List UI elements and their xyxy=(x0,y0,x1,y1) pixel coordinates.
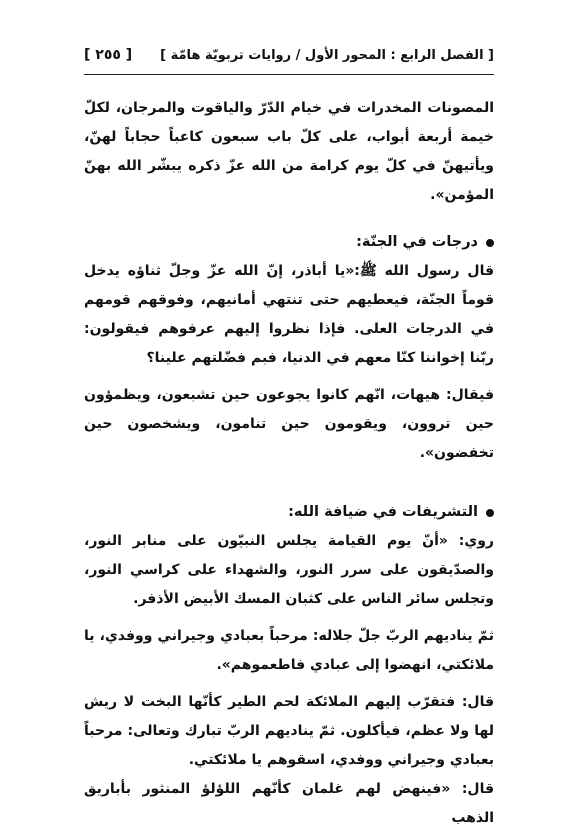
paragraph-7: قال: «فينهض لهم غلمان كأنّهم اللؤلؤ المنثور بأباريق الذهب xyxy=(84,781,494,826)
section-heading-1 xyxy=(84,228,494,257)
paragraph-4: روي: «أنّ يوم القيامة يجلس النبيّون على منابر النور، والصدّيقون على سرر النور، والشهداء على كراسي النور، وتجلس سائر الناس على كثبان المسك الأبيض الأذفر. xyxy=(84,533,494,607)
section-heading-2-text: التشريفات في ضيافة الله: xyxy=(288,504,478,520)
paragraph-2: قال رسول الله ﷺ:«يا أباذر، إنّ الله عزّ وجلّ ثناؤه يدخل قوماً الجنّة، فيعطيهم حتى تنتهي أمانيهم، وفوقهم قومهم في الدرجات العلى. فإذا نظروا إليهم عرفوهم فيقولون: ربّنا إخواننا كنّا معهم في الدنيا، فبم فضّلتهم علينا؟ xyxy=(84,263,494,366)
section-heading-2 xyxy=(84,498,494,527)
paragraph-5: ثمّ يناديهم الربّ جلّ جلاله: مرحباً بعبادي وجيراني ووفدي، يا ملائكتي، انهضوا إلى عبادي فاطعموهم». xyxy=(84,628,494,673)
bullet-icon xyxy=(486,509,494,517)
bullet-icon xyxy=(486,239,494,247)
running-header-title: [ الفصل الرابع : المحور الأول / روايات تربويّة هامّة ] xyxy=(160,47,494,63)
header-divider xyxy=(84,74,494,75)
page-body xyxy=(84,94,494,833)
paragraph-6: قال: فتقرّب إليهم الملائكة لحم الطير كأنّها البخت لا ريش لها ولا عظم، فيأكلون. ثمّ يناديهم الربّ تبارك وتعالى: مرحباً بعبادي وجيراني ووفدي، اسقوهم يا ملائكتي. xyxy=(84,694,494,768)
page-header xyxy=(84,40,494,70)
section-heading-1-text: درجات في الجنّة: xyxy=(356,234,478,250)
page-number: [ ٢٥٥ ] xyxy=(84,47,133,63)
paragraph-3: فيقال: هيهات، انّهم كانوا يجوعون حين تشبعون، ويظمؤون حين تروون، ويقومون حين تنامون، ويشخصون حين تخفضون». xyxy=(84,387,494,461)
paragraph-1: المصونات المخدرات في خيام الدّرّ والياقوت والمرجان، لكلّ خيمة أربعة أبواب، على كلّ باب سبعون كاعباً حجاباً لهنّ، ويأتيهنّ في كلّ يوم كرامة من الله عزّ ذكره يبشّر الله بهنّ المؤمن». xyxy=(84,100,494,203)
